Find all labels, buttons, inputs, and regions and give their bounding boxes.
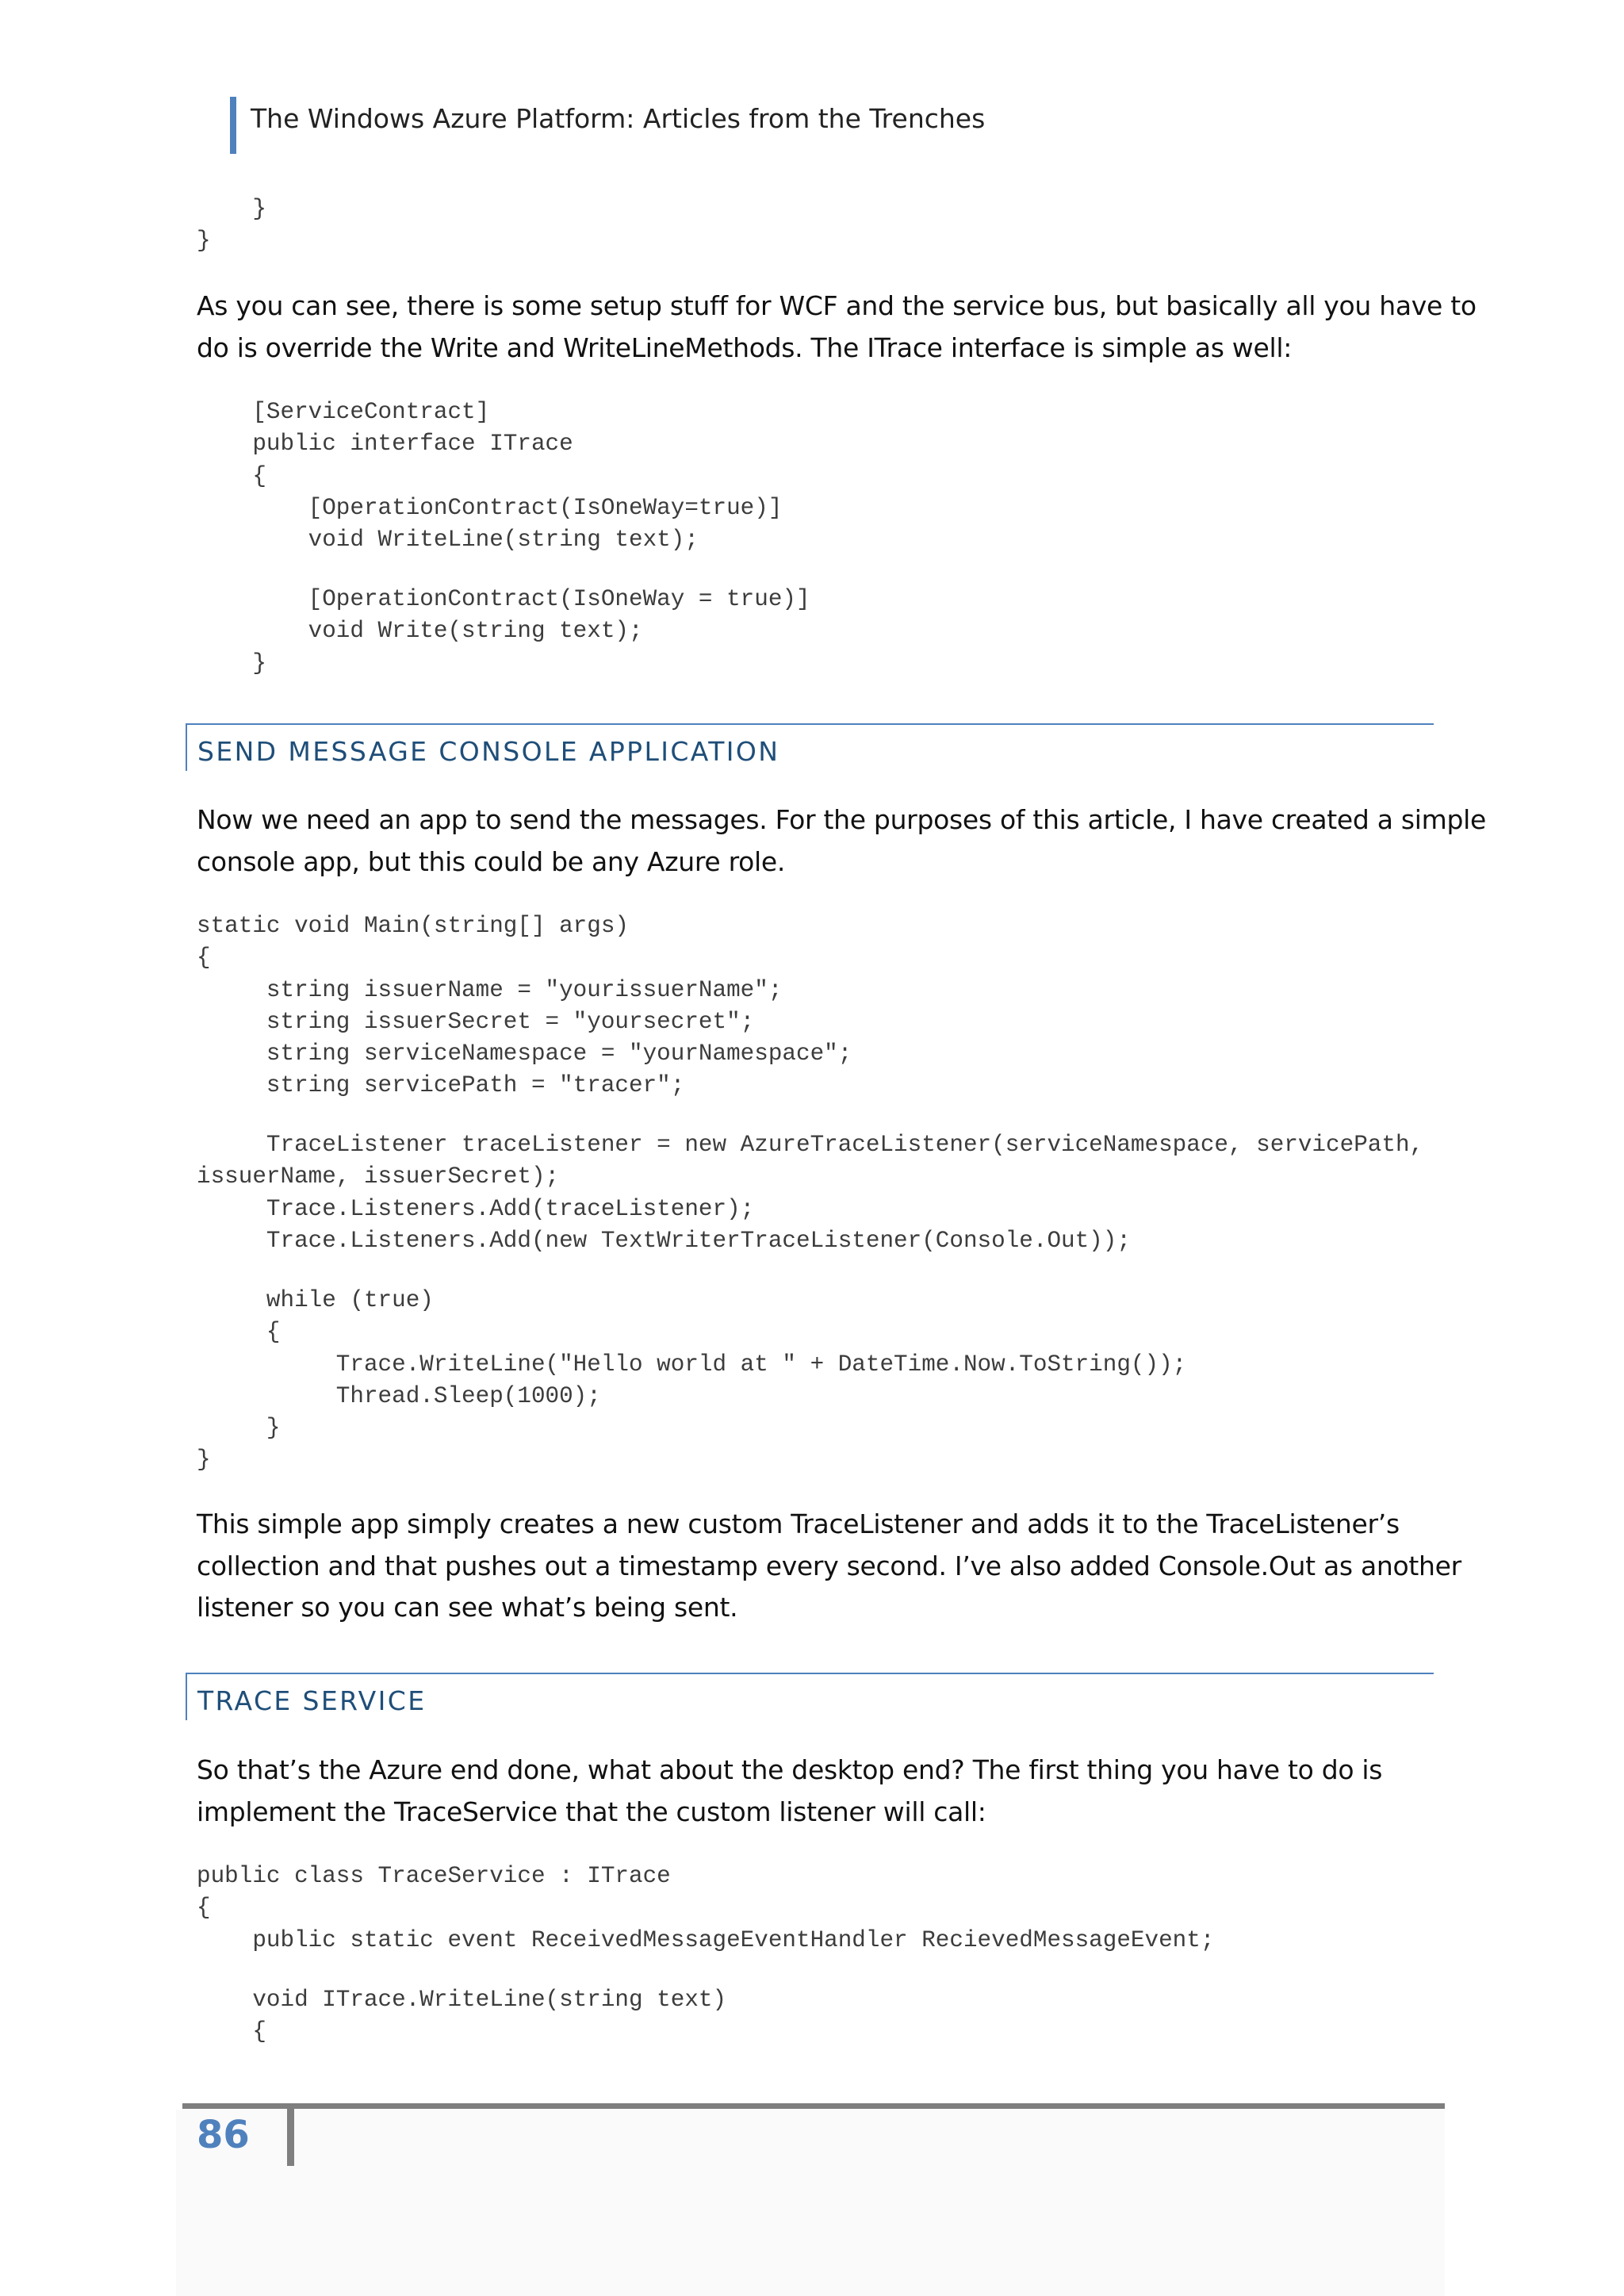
code-block-writeline-method: void ITrace.WriteLine(string text) { <box>252 1987 727 2045</box>
code-block-main-variables: static void Main(string[] args) { string issuerName = "yourissuerName"; string issuerSecret = "yoursecret"; string serviceNamespace = "yourNamespace"; string servicePath = "tracer"; <box>197 913 852 1099</box>
paragraph-simple-app: This simple app simply creates a new custom TraceListener and adds it to the TraceListener’s collection and that pushes out a timestamp every second. I’ve also added Console.Out as another listener so you can see what’s being sent. <box>197 1508 1461 1623</box>
code-block-itrace-write: [OperationContract(IsOneWay = true)] void Write(string text); } <box>252 586 810 677</box>
section-heading-label: TRACE SERVICE <box>197 1685 427 1716</box>
page-bottom-shade <box>176 2110 1445 2296</box>
code-block-trace-service-class: public class TraceService : ITrace { public static event ReceivedMessageEventHandler RecievedMessageEvent; <box>197 1863 1215 1953</box>
paragraph-wcf-setup: As you can see, there is some setup stuff for WCF and the service bus, but basically all you have to do is override the Write and WriteLineMethods. The ITrace interface is simple as well: <box>197 290 1477 363</box>
header-title: The Windows Azure Platform: Articles from the Trenches <box>251 103 986 134</box>
code-block-trace-listeners: TraceListener traceListener = new AzureTraceListener(serviceNamespace, servicePath, issuerName, issuerSecret); Trace.Listeners.Add(traceListener); Trace.Listeners.Add(new TextWriterTraceListener(Console.Out)); <box>197 1132 1424 1254</box>
code-block-itrace-interface: [ServiceContract] public interface ITrace { [OperationContract(IsOneWay=true)] void WriteLine(string text); <box>252 399 783 554</box>
paragraph-send-messages: Now we need an app to send the messages. For the purposes of this article, I have created a simple console app, but this could be any Azure role. <box>197 804 1486 877</box>
footer-rule <box>182 2103 1445 2109</box>
footer-divider-tick <box>287 2109 294 2166</box>
section-heading-label: SEND MESSAGE CONSOLE APPLICATION <box>197 736 780 767</box>
page-number: 86 <box>197 2113 250 2157</box>
code-block-while-loop: while (true) { Trace.WriteLine("Hello world at " + DateTime.Now.ToString()); Thread.Sleep(1000); } } <box>197 1287 1187 1474</box>
section-heading-send-message <box>186 723 1434 771</box>
paragraph-azure-end: So that’s the Azure end done, what about the desktop end? The first thing you have to do is implement the TraceService that the custom listener will call: <box>197 1754 1383 1827</box>
header-accent-bar <box>230 97 236 154</box>
section-heading-trace-service <box>186 1673 1434 1720</box>
code-block-closing-braces: } } <box>197 196 266 255</box>
